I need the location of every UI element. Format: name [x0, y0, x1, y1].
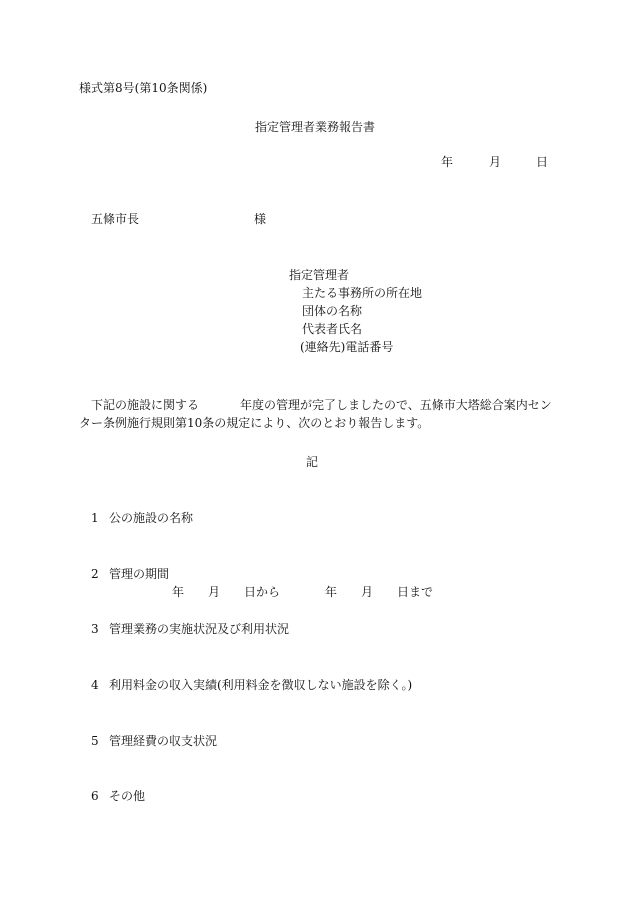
period-to-month: 月 — [361, 585, 374, 599]
item-1-label: 公の施設の名称 — [109, 511, 194, 525]
item-6-number: 6 — [91, 789, 99, 803]
manager-phone-label: (連絡先)電話番号 — [300, 340, 394, 354]
body-line1-start: 下記の施設に関する — [91, 398, 200, 412]
manager-heading: 指定管理者 — [289, 268, 350, 282]
period-to-year: 年 — [325, 585, 338, 599]
item-1-number: 1 — [91, 511, 99, 525]
item-4-number: 4 — [91, 678, 99, 692]
item-5-number: 5 — [91, 734, 99, 748]
date-year: 年 — [441, 155, 454, 169]
period-from-year: 年 — [172, 585, 185, 599]
ki-heading: 記 — [306, 455, 319, 469]
item-2-number: 2 — [91, 567, 99, 581]
body-line1-end: 年度の管理が完了しましたので、五條市大塔総合案内セン — [240, 398, 552, 412]
item-2-label: 管理の期間 — [109, 567, 170, 581]
manager-org-label: 団体の名称 — [302, 304, 363, 318]
date-day: 日 — [536, 155, 549, 169]
body-line2: ター条例施行規則第10条の規定により、次のとおり報告します。 — [79, 416, 430, 430]
item-6-label: その他 — [109, 789, 146, 803]
item-5-label: 管理経費の収支状況 — [109, 734, 218, 748]
addressee-honorific: 様 — [254, 212, 267, 226]
item-3-number: 3 — [91, 622, 99, 636]
form-label: 様式第8号(第10条関係) — [79, 81, 208, 95]
date-month: 月 — [489, 155, 502, 169]
addressee-name: 五條市長 — [91, 212, 140, 226]
item-3-label: 管理業務の実施状況及び利用状況 — [109, 622, 290, 636]
period-from-month: 月 — [208, 585, 221, 599]
item-4-label: 利用料金の収入実績(利用料金を徴収しない施設を除く。) — [109, 678, 413, 692]
manager-office-label: 主たる事務所の所在地 — [302, 286, 423, 300]
period-to-day: 日まで — [397, 585, 434, 599]
document-title: 指定管理者業務報告書 — [255, 120, 376, 134]
period-from-day: 日から — [244, 585, 281, 599]
manager-rep-label: 代表者氏名 — [302, 322, 363, 336]
